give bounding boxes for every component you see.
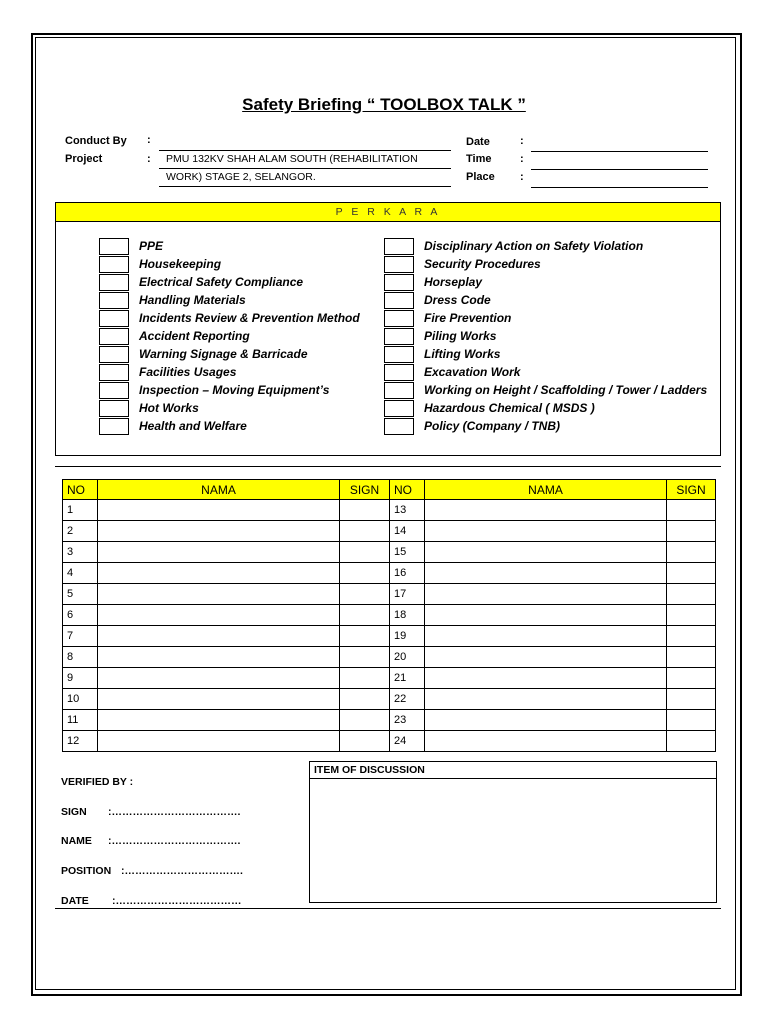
bottom-divider xyxy=(55,908,721,909)
project-field-line-1 xyxy=(159,168,451,169)
row-number-left: 4 xyxy=(63,563,98,584)
row-number-left: 6 xyxy=(63,605,98,626)
col-sign-left: SIGN xyxy=(340,480,390,500)
sign-field[interactable]: :………………………………. xyxy=(108,806,241,818)
row-number-right: 15 xyxy=(390,542,425,563)
nama-cell-right[interactable] xyxy=(425,500,667,521)
row-number-left: 8 xyxy=(63,647,98,668)
conduct-by-colon: : xyxy=(147,134,151,146)
perkara-right-item-checkbox[interactable] xyxy=(384,418,414,435)
nama-cell-left[interactable] xyxy=(98,689,340,710)
perkara-left-item-label: PPE xyxy=(139,239,164,253)
project-label: Project xyxy=(65,153,103,165)
perkara-right-item-checkbox[interactable] xyxy=(384,364,414,381)
nama-cell-right[interactable] xyxy=(425,521,667,542)
perkara-right-item-label: Disciplinary Action on Safety Violation xyxy=(424,239,644,253)
nama-cell-left[interactable] xyxy=(98,710,340,731)
perkara-left-item-label: Facilities Usages xyxy=(139,365,237,379)
nama-cell-left[interactable] xyxy=(98,521,340,542)
row-number-left: 3 xyxy=(63,542,98,563)
col-nama-left: NAMA xyxy=(98,480,340,500)
time-colon: : xyxy=(520,153,524,165)
perkara-right-item-checkbox[interactable] xyxy=(384,346,414,363)
discussion-heading: ITEM OF DISCUSSION xyxy=(310,762,716,779)
table-row xyxy=(63,521,716,542)
perkara-left-item-label: Accident Reporting xyxy=(139,329,250,343)
perkara-right-item-checkbox[interactable] xyxy=(384,310,414,327)
perkara-left-item-label: Inspection – Moving Equipment’s xyxy=(139,383,330,397)
row-number-right: 20 xyxy=(390,647,425,668)
date-sign-label: DATE xyxy=(61,895,89,907)
date-label: Date xyxy=(466,136,490,148)
perkara-left-item-checkbox[interactable] xyxy=(99,400,129,417)
row-number-left: 9 xyxy=(63,668,98,689)
sign-cell-right[interactable] xyxy=(667,647,716,668)
table-row xyxy=(63,647,716,668)
section-divider xyxy=(55,466,721,467)
nama-cell-left[interactable] xyxy=(98,731,340,752)
row-number-right: 16 xyxy=(390,563,425,584)
perkara-right-item-label: Working on Height / Scaffolding / Tower / Ladders xyxy=(424,383,708,397)
perkara-right-item-checkbox[interactable] xyxy=(384,400,414,417)
nama-cell-left[interactable] xyxy=(98,584,340,605)
perkara-right-item-checkbox[interactable] xyxy=(384,382,414,399)
perkara-right-item-label: Hazardous Chemical ( MSDS ) xyxy=(424,401,595,415)
sign-cell-left[interactable] xyxy=(340,605,390,626)
conduct-by-field[interactable] xyxy=(159,150,451,151)
perkara-left-item-checkbox[interactable] xyxy=(99,364,129,381)
row-number-right: 19 xyxy=(390,626,425,647)
verified-by-label: VERIFIED BY : xyxy=(61,776,134,788)
sign-cell-right[interactable] xyxy=(667,689,716,710)
name-field[interactable]: :………………………………. xyxy=(108,835,241,847)
nama-cell-right[interactable] xyxy=(425,563,667,584)
sign-cell-left[interactable] xyxy=(340,731,390,752)
perkara-left-item-checkbox[interactable] xyxy=(99,346,129,363)
nama-cell-right[interactable] xyxy=(425,731,667,752)
sign-cell-left[interactable] xyxy=(340,584,390,605)
sign-cell-right[interactable] xyxy=(667,731,716,752)
table-row xyxy=(63,584,716,605)
place-colon: : xyxy=(520,171,524,183)
nama-cell-right[interactable] xyxy=(425,647,667,668)
time-label: Time xyxy=(466,153,492,165)
perkara-right-item-checkbox[interactable] xyxy=(384,238,414,255)
nama-cell-left[interactable] xyxy=(98,647,340,668)
perkara-left-item-label: Health and Welfare xyxy=(139,419,247,433)
project-field-line-2 xyxy=(159,186,451,187)
perkara-left-item-label: Incidents Review & Prevention Method xyxy=(139,311,360,325)
perkara-left-item-checkbox[interactable] xyxy=(99,418,129,435)
perkara-right-item-label: Excavation Work xyxy=(424,365,521,379)
sign-cell-right[interactable] xyxy=(667,584,716,605)
form-title: Safety Briefing “ TOOLBOX TALK ” xyxy=(242,95,526,114)
perkara-left-item-checkbox[interactable] xyxy=(99,292,129,309)
nama-cell-left[interactable] xyxy=(98,500,340,521)
perkara-left-item-label: Housekeeping xyxy=(139,257,222,271)
perkara-left-item-checkbox[interactable] xyxy=(99,238,129,255)
sign-cell-left[interactable] xyxy=(340,668,390,689)
table-row xyxy=(63,500,716,521)
sign-cell-left[interactable] xyxy=(340,626,390,647)
perkara-heading: P E R K A R A xyxy=(56,203,720,222)
perkara-right-item-label: Dress Code xyxy=(424,293,491,307)
perkara-left-item-label: Hot Works xyxy=(139,401,199,415)
nama-cell-right[interactable] xyxy=(425,668,667,689)
row-number-right: 22 xyxy=(390,689,425,710)
sign-cell-right[interactable] xyxy=(667,626,716,647)
sign-cell-right[interactable] xyxy=(667,710,716,731)
perkara-right-item-checkbox[interactable] xyxy=(384,292,414,309)
project-line-1: PMU 132KV SHAH ALAM SOUTH (REHABILITATION xyxy=(166,153,418,165)
table-row xyxy=(63,542,716,563)
perkara-right-item-checkbox[interactable] xyxy=(384,274,414,291)
perkara-right-item-label: Policy (Company / TNB) xyxy=(424,419,561,433)
sign-cell-left[interactable] xyxy=(340,500,390,521)
perkara-right-item-checkbox[interactable] xyxy=(384,256,414,273)
row-number-right: 24 xyxy=(390,731,425,752)
table-row xyxy=(63,710,716,731)
row-number-left: 2 xyxy=(63,521,98,542)
name-label: NAME xyxy=(61,835,92,847)
nama-cell-left[interactable] xyxy=(98,542,340,563)
position-label: POSITION xyxy=(61,865,112,877)
nama-cell-right[interactable] xyxy=(425,689,667,710)
perkara-left-item-checkbox[interactable] xyxy=(99,328,129,345)
nama-cell-left[interactable] xyxy=(98,626,340,647)
row-number-left: 7 xyxy=(63,626,98,647)
col-no-right: NO xyxy=(390,480,425,500)
perkara-section xyxy=(55,202,721,456)
col-no-left: NO xyxy=(63,480,98,500)
sign-cell-left[interactable] xyxy=(340,689,390,710)
row-number-right: 23 xyxy=(390,710,425,731)
sign-cell-left[interactable] xyxy=(340,563,390,584)
perkara-left-item-checkbox[interactable] xyxy=(99,274,129,291)
place-label: Place xyxy=(466,171,495,183)
nama-cell-right[interactable] xyxy=(425,710,667,731)
row-number-right: 21 xyxy=(390,668,425,689)
position-field[interactable]: :……………………………. xyxy=(121,865,243,877)
perkara-right-item-label: Piling Works xyxy=(424,329,497,343)
attendance-header-row xyxy=(63,480,716,500)
attendance-table xyxy=(62,479,716,752)
sign-cell-right[interactable] xyxy=(667,521,716,542)
conduct-by-label: Conduct By xyxy=(65,135,127,147)
project-colon: : xyxy=(147,153,151,165)
sign-cell-right[interactable] xyxy=(667,563,716,584)
row-number-left: 12 xyxy=(63,731,98,752)
nama-cell-left[interactable] xyxy=(98,668,340,689)
table-row xyxy=(63,731,716,752)
table-row xyxy=(63,689,716,710)
project-line-2: WORK) STAGE 2, SELANGOR. xyxy=(166,171,316,183)
sign-cell-left[interactable] xyxy=(340,710,390,731)
row-number-right: 18 xyxy=(390,605,425,626)
row-number-left: 10 xyxy=(63,689,98,710)
sign-cell-right[interactable] xyxy=(667,605,716,626)
perkara-left-item-label: Handling Materials xyxy=(139,293,246,307)
sign-cell-right[interactable] xyxy=(667,500,716,521)
row-number-right: 14 xyxy=(390,521,425,542)
perkara-right-item-checkbox[interactable] xyxy=(384,328,414,345)
sign-label: SIGN xyxy=(61,806,87,818)
sign-cell-right[interactable] xyxy=(667,668,716,689)
row-number-left: 11 xyxy=(63,710,98,731)
perkara-left-item-checkbox[interactable] xyxy=(99,382,129,399)
table-row xyxy=(63,626,716,647)
sign-cell-left[interactable] xyxy=(340,647,390,668)
nama-cell-left[interactable] xyxy=(98,605,340,626)
perkara-left-item-label: Electrical Safety Compliance xyxy=(139,275,304,289)
table-row xyxy=(63,605,716,626)
sign-cell-left[interactable] xyxy=(340,521,390,542)
nama-cell-left[interactable] xyxy=(98,563,340,584)
row-number-right: 17 xyxy=(390,584,425,605)
row-number-right: 13 xyxy=(390,500,425,521)
sign-cell-left[interactable] xyxy=(340,542,390,563)
table-row xyxy=(63,563,716,584)
row-number-left: 1 xyxy=(63,500,98,521)
date-colon: : xyxy=(520,135,524,147)
col-sign-right: SIGN xyxy=(667,480,716,500)
date-field[interactable] xyxy=(531,151,708,152)
nama-cell-right[interactable] xyxy=(425,584,667,605)
nama-cell-right[interactable] xyxy=(425,542,667,563)
perkara-left-item-checkbox[interactable] xyxy=(99,310,129,327)
perkara-left-item-checkbox[interactable] xyxy=(99,256,129,273)
sign-cell-right[interactable] xyxy=(667,542,716,563)
col-nama-right: NAMA xyxy=(425,480,667,500)
nama-cell-right[interactable] xyxy=(425,605,667,626)
discussion-box[interactable] xyxy=(309,761,717,903)
table-row xyxy=(63,668,716,689)
perkara-right-item-label: Security Procedures xyxy=(424,257,541,271)
perkara-right-item-label: Fire Prevention xyxy=(424,311,512,325)
time-field[interactable] xyxy=(531,169,708,170)
date-sign-field[interactable]: :……………………………… xyxy=(112,895,242,907)
place-field[interactable] xyxy=(531,187,708,188)
perkara-left-item-label: Warning Signage & Barricade xyxy=(139,347,308,361)
perkara-right-item-label: Horseplay xyxy=(424,275,483,289)
nama-cell-right[interactable] xyxy=(425,626,667,647)
row-number-left: 5 xyxy=(63,584,98,605)
perkara-right-item-label: Lifting Works xyxy=(424,347,501,361)
